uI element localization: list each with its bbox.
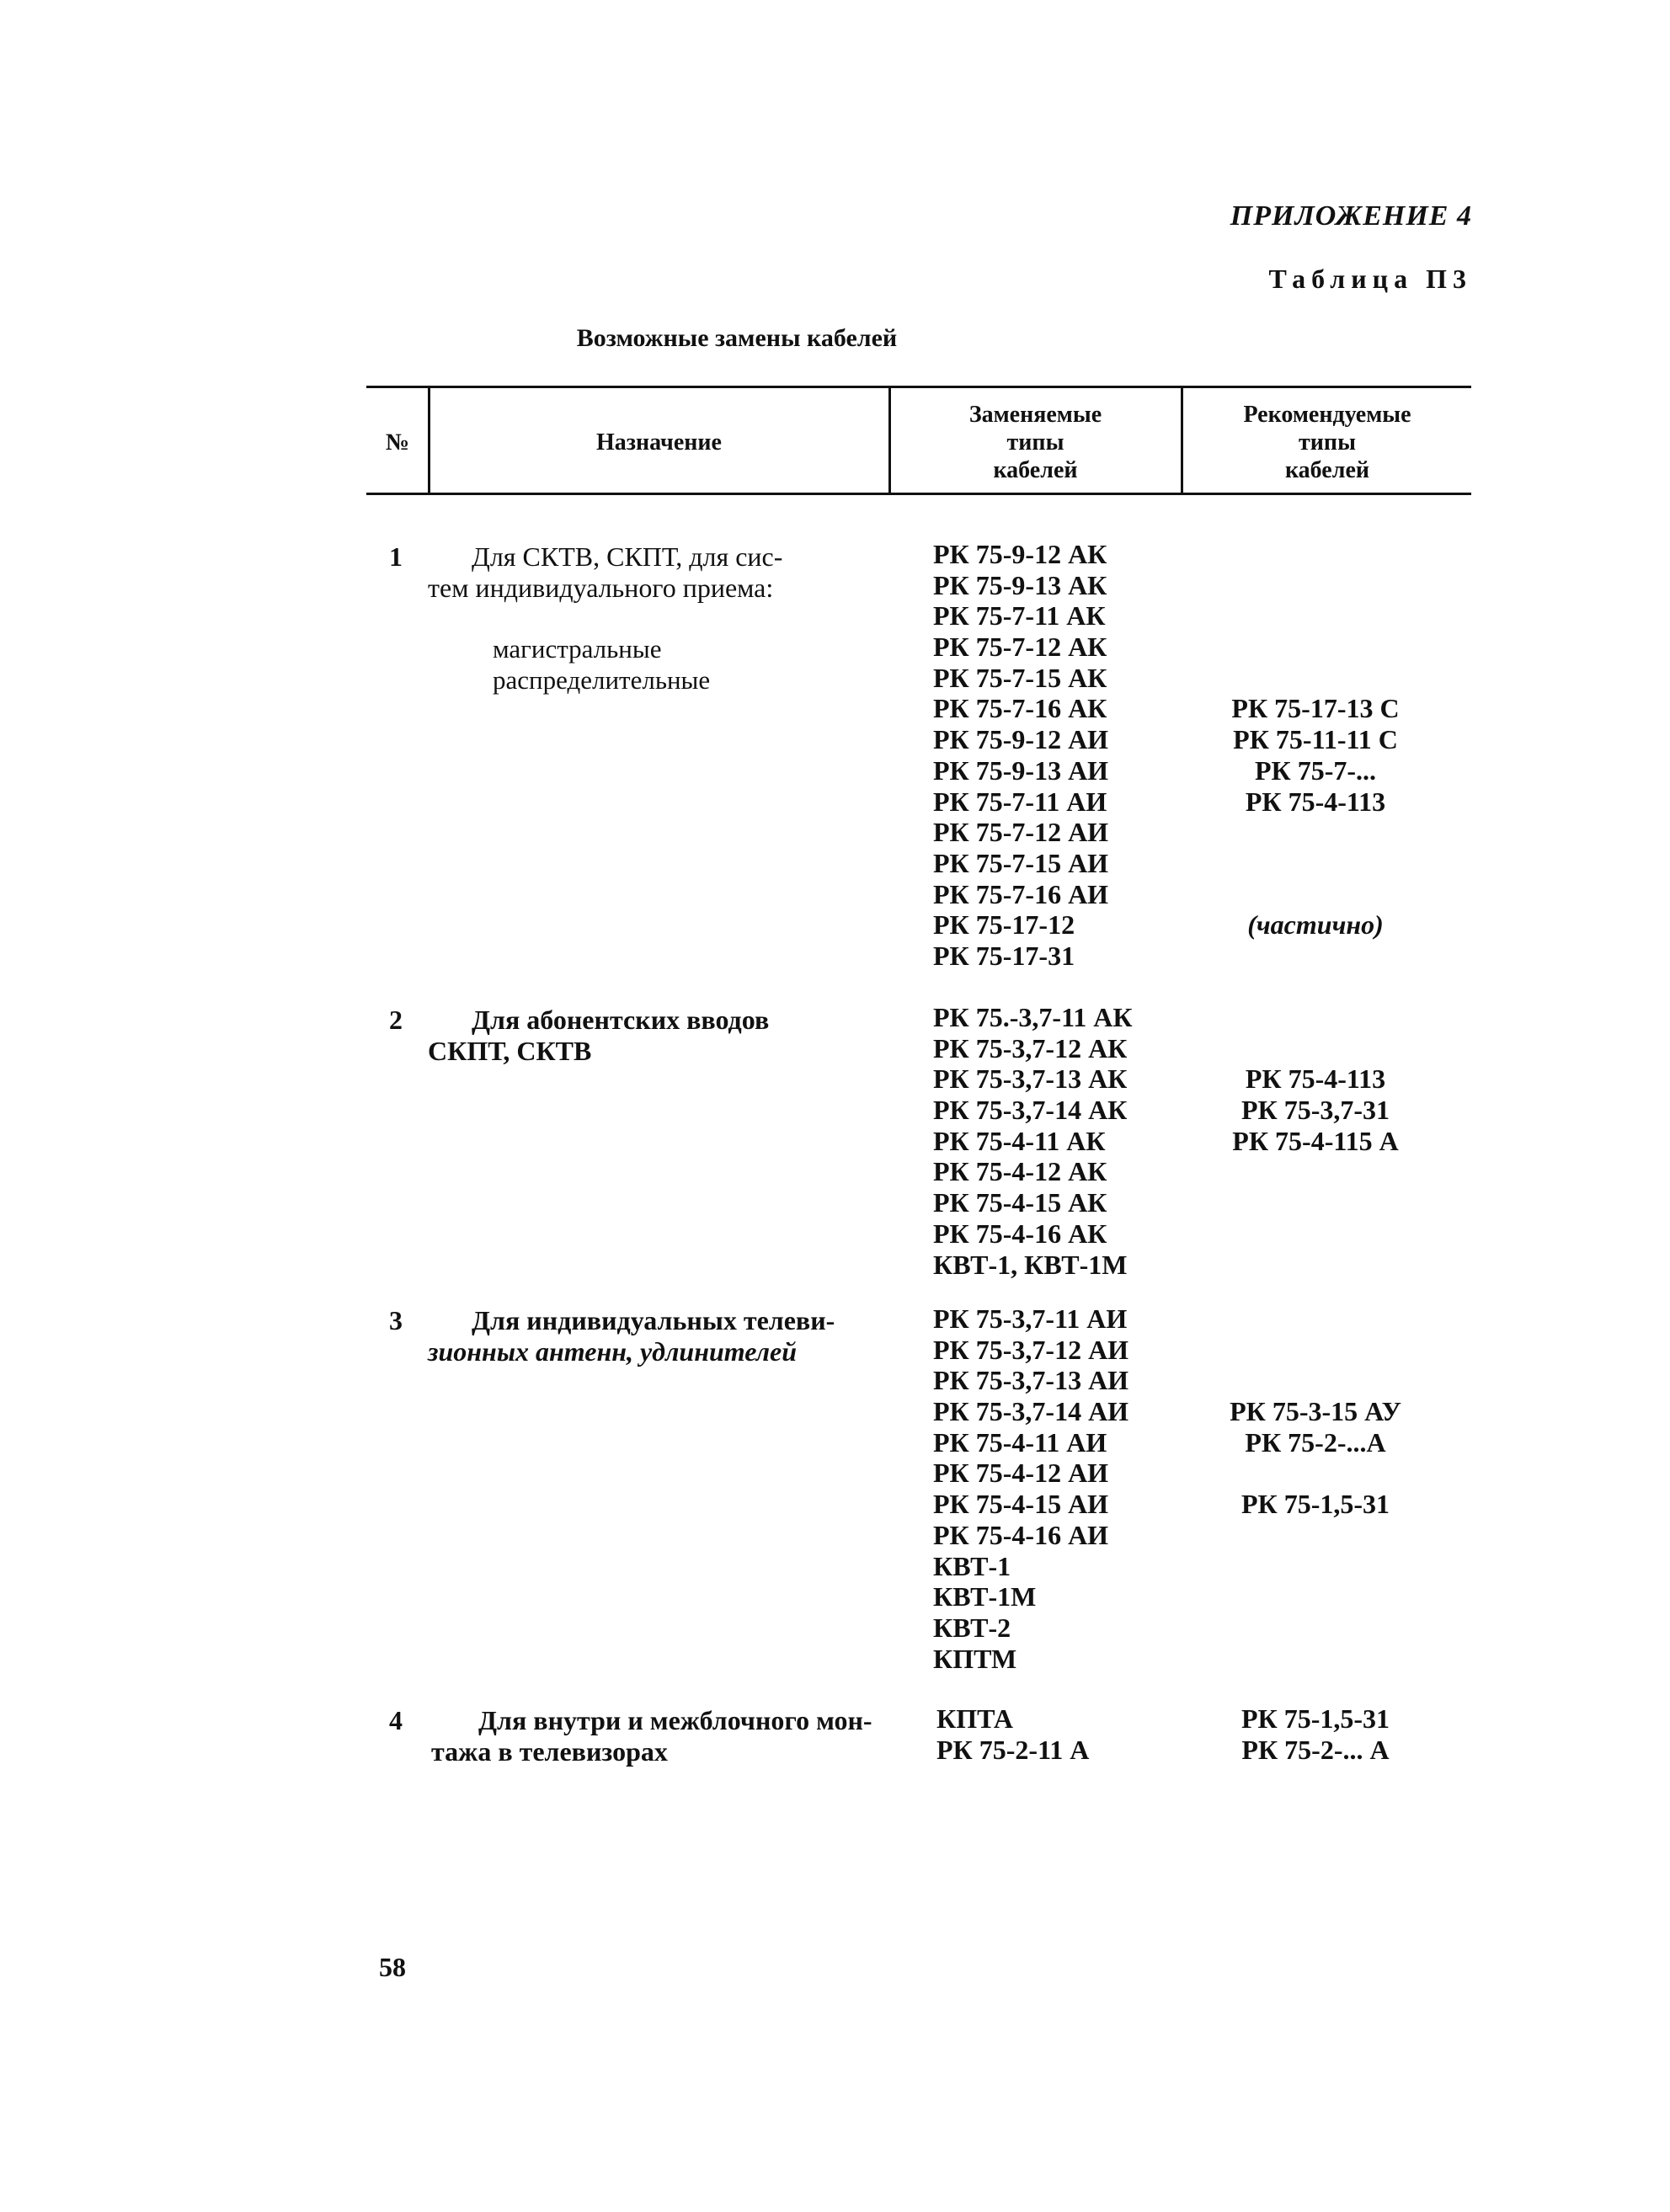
- replaced-cable: КВТ-1, КВТ-1М: [933, 1249, 1128, 1280]
- recommended-cable: РК 75-1,5-31: [1240, 1489, 1390, 1520]
- recommended-cable: [1189, 1303, 1442, 1335]
- recommended-cable: [1189, 539, 1442, 570]
- replaced-cable: КВТ-1: [933, 1550, 1011, 1581]
- replaced-cable: РК 75-9-12 АИ: [933, 724, 1109, 755]
- recommended-cable: РК 75-2-... А: [1241, 1734, 1390, 1765]
- replaced-cable: РК 75-7-12 АК: [933, 632, 1107, 663]
- replaced-cable: КПТА: [936, 1703, 1013, 1734]
- replaced-cable-list: [933, 1002, 1133, 1280]
- row-number: 1: [389, 541, 403, 572]
- replaced-cable: РК 75-17-12: [933, 909, 1075, 941]
- recommended-cable: РК 75-2-...А: [1245, 1426, 1386, 1458]
- recommended-cable: [1189, 663, 1442, 694]
- replaced-cable: РК 75-9-13 АИ: [933, 754, 1109, 786]
- recommended-cable: [1189, 879, 1442, 910]
- replaced-cable: РК 75-3,7-12 АК: [933, 1032, 1128, 1063]
- recommended-cable: [1189, 1002, 1442, 1033]
- recommended-cable: [1189, 848, 1442, 879]
- table-caption: Возможные замены кабелей: [576, 324, 898, 352]
- replaced-cable: РК 75-3,7-12 АИ: [933, 1334, 1129, 1365]
- replaced-cable: РК 75-4-11 АК: [933, 1125, 1106, 1156]
- recommended-cable: [1189, 1644, 1442, 1675]
- recommended-cable: [1189, 1551, 1442, 1582]
- recommended-cable: РК 75-3-15 АУ: [1230, 1396, 1401, 1427]
- table-top-rule: [366, 386, 1471, 388]
- row-purpose-line: тажа в телевизорах: [431, 1736, 668, 1767]
- replaced-cable: РК 75-7-16 АК: [933, 693, 1107, 724]
- recommended-cable: [1189, 1218, 1442, 1250]
- recommended-cable-list: [1189, 1002, 1442, 1280]
- row-subitem: распределительные: [493, 665, 711, 695]
- row-number: 3: [389, 1305, 403, 1335]
- replaced-cable: РК 75-9-12 АК: [933, 539, 1107, 569]
- replaced-cable: РК 75-7-12 АИ: [933, 817, 1109, 848]
- header-recommended: Рекомендуемые типы кабелей: [1243, 401, 1411, 483]
- recommended-cable: РК 75-4-115 А: [1232, 1125, 1399, 1156]
- replaced-cable: КПТМ: [933, 1643, 1017, 1674]
- replaced-cable: РК 75-4-15 АИ: [933, 1489, 1109, 1520]
- replaced-cable: РК 75-4-11 АИ: [933, 1426, 1107, 1458]
- replaced-cable: РК 75-4-12 АК: [933, 1156, 1107, 1187]
- recommended-cable: [1189, 1156, 1442, 1187]
- recommended-cable: [1189, 817, 1442, 848]
- row-purpose-line: СКПТ, СКТВ: [428, 1036, 592, 1066]
- recommended-cable: [1189, 1458, 1442, 1489]
- recommended-cable: [1189, 1335, 1442, 1366]
- replaced-cable: РК 75-3,7-14 АИ: [933, 1396, 1129, 1427]
- replaced-cable: РК 75-9-13 АК: [933, 569, 1107, 600]
- row-purpose-line: тем индивидуального приема:: [428, 573, 774, 603]
- header-purpose: Назначение: [596, 429, 722, 456]
- replaced-cable: РК 75-3,7-14 АК: [933, 1095, 1128, 1126]
- replaced-cable: РК 75-7-15 АИ: [933, 847, 1109, 878]
- recommended-cable: [1189, 600, 1442, 632]
- replaced-cable: РК 75.-3,7-11 АК: [933, 1002, 1133, 1032]
- appendix-label: ПРИЛОЖЕНИЕ 4: [1230, 200, 1472, 232]
- row-purpose-line: Для СКТВ, СКПТ, для сис-: [472, 541, 783, 572]
- recommended-cable: РК 75-1,5-31: [1240, 1703, 1390, 1734]
- recommended-note: (частично): [1247, 909, 1384, 941]
- row-number: 4: [389, 1705, 403, 1735]
- recommended-cable: [1189, 570, 1442, 601]
- header-replaced: Заменяемые типы кабелей: [968, 401, 1102, 483]
- recommended-cable: РК 75-17-13 С: [1231, 693, 1400, 724]
- replaced-cable-list: [933, 1303, 1128, 1674]
- recommended-cable: [1189, 632, 1442, 663]
- replaced-cable-list: [936, 1703, 1089, 1765]
- replaced-cable: РК 75-3,7-13 АК: [933, 1063, 1128, 1095]
- replaced-cable: РК 75-7-16 АИ: [933, 878, 1109, 909]
- replaced-cable: РК 75-7-15 АК: [933, 662, 1107, 693]
- recommended-cable-list: [1189, 1303, 1442, 1674]
- replaced-cable: РК 75-17-31: [933, 940, 1075, 971]
- replaced-cable: РК 75-7-11 АИ: [933, 786, 1107, 817]
- row-purpose-line: Для абонентских вводов: [472, 1005, 770, 1035]
- recommended-cable: [1189, 1612, 1442, 1644]
- recommended-cable: [1189, 1033, 1442, 1064]
- row-purpose-line: зионных антенн, удлинителей: [428, 1336, 798, 1367]
- replaced-cable: РК 75-4-16 АК: [933, 1218, 1107, 1249]
- recommended-cable: РК 75-3,7-31: [1240, 1095, 1390, 1126]
- table-id: Таблица П3: [1268, 264, 1472, 294]
- replaced-cable: РК 75-3,7-11 АИ: [933, 1303, 1128, 1334]
- row-number: 2: [389, 1005, 403, 1035]
- row-subitem: магистральные: [493, 634, 662, 664]
- header-bottom-rule: [366, 493, 1471, 495]
- recommended-cable: РК 75-4-113: [1245, 786, 1386, 817]
- recommended-cable-list: [1189, 539, 1442, 972]
- replaced-cable: РК 75-2-11 А: [936, 1734, 1090, 1765]
- header-number: №: [385, 429, 410, 456]
- replaced-cable: РК 75-4-12 АИ: [933, 1458, 1109, 1489]
- recommended-cable: [1189, 1365, 1442, 1396]
- recommended-cable: РК 75-11-11 С: [1233, 724, 1398, 755]
- recommended-cable: [1189, 1520, 1442, 1551]
- replaced-cable: РК 75-4-16 АИ: [933, 1519, 1109, 1550]
- row-purpose-line: Для индивидуальных телеви-: [472, 1305, 835, 1335]
- replaced-cable: РК 75-4-15 АК: [933, 1187, 1107, 1218]
- replaced-cable: РК 75-7-11 АК: [933, 600, 1106, 632]
- row-purpose-line: Для внутри и межблочного мон-: [478, 1705, 872, 1735]
- recommended-cable: [1189, 1581, 1442, 1612]
- recommended-cable: [1189, 941, 1442, 972]
- replaced-cable: КВТ-1М: [933, 1581, 1037, 1612]
- recommended-cable: РК 75-4-113: [1245, 1063, 1386, 1095]
- replaced-cable-list: [933, 539, 1108, 972]
- replaced-cable: РК 75-3,7-13 АИ: [933, 1365, 1129, 1396]
- recommended-cable: РК 75-7-...: [1254, 754, 1377, 786]
- recommended-cable-list: [1189, 1703, 1442, 1765]
- page-number: 58: [379, 1952, 406, 1982]
- replaced-cable: КВТ-2: [933, 1612, 1011, 1643]
- recommended-cable: [1189, 1250, 1442, 1281]
- recommended-cable: [1189, 1187, 1442, 1218]
